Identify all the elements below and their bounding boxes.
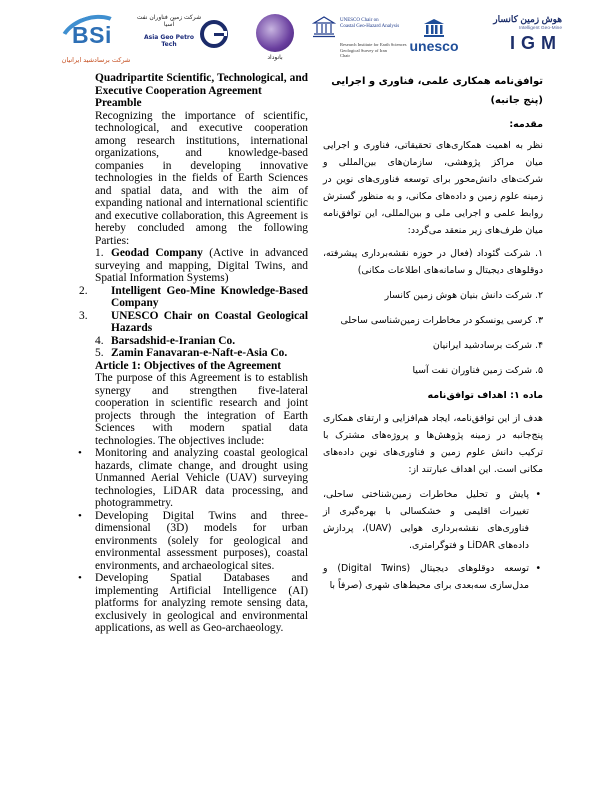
preamble-heading: Preamble	[95, 97, 142, 109]
english-column	[79, 72, 309, 635]
persian-party-item: ۴. شرکت برسادشید ایرانیان	[432, 340, 543, 351]
persian-article1-intro: هدف از این توافق‌نامه، ایجاد هم‌افزایی و ارتقای همکاری پنج‌جانبه در زمینه پژوهش‌ها و پروژه‌های مشترک با ترکیب دانش علوم زمین و فناوری‌های نوین داده‌های مکانی است. این اهداف عبارتند از:	[323, 413, 543, 475]
bano-logo-caption: بانوداد	[267, 54, 283, 61]
agp-logo-text-en: Asia Geo Petro Tech	[143, 34, 195, 48]
objective-item: • Monitoring and analyzing coastal geological hazards, climate change, and drought using Unmanned Aerial Vehicle (UAV) surveying technologies, LiDAR data processing, and photogrammetry.	[95, 447, 308, 510]
bano-emblem-icon	[256, 14, 294, 52]
bsi-logo-subtitle: شرکت برسادشید ایرانیان	[61, 56, 131, 64]
unesco-temple-icon	[422, 18, 446, 38]
preamble-text: Recognizing the importance of scientific, technological, and executive cooperation among research institutions, international organizations, and knowledge-based companies in developing innovative technologies in the fields of Earth Sciences and spatial data, and with the aim of expanding national and international scientific and executive collaboration, this Agreement is hereby concluded among the following Parties:	[95, 109, 308, 247]
unesco-logo	[406, 18, 462, 62]
unesco-wordmark: unesco	[409, 38, 459, 54]
persian-intro: نظر به اهمیت همکاری‌های تحقیقاتی، فناوری و اجرایی میان مراکز پژوهشی، سازمان‌های بین‌المللی و شرکت‌های دانش‌محور برای توسعه فناوری‌های نوین در زمینه علوم زمین و داده‌های مکانی، و به منظور گسترش روابط علمی و اجرایی ملی و بین‌المللی، این توافق‌نامه میان طرف‌های زیر منعقد می‌گردد:	[323, 140, 543, 236]
persian-objective-item: • توسعه دوقلوهای دیجیتال (Digital Twins) و مدل‌سازی سه‌بعدی برای محیط‌های شهری (صرفاً با	[323, 560, 543, 594]
persian-objective-item: • پایش و تحلیل مخاطرات زمین‌شناختی ساحلی، تغییرات اقلیمی و خشکسالی با بهره‌گیری از فناوری‌های نقشه‌برداری هوایی (UAV)، پردازش داده‌های LiDAR و فتوگرامتری.	[323, 486, 543, 554]
persian-article1-heading: ماده ۱: اهداف توافق‌نامه	[427, 390, 543, 401]
igm-logo-text-fa: هوش زمین کانسار	[493, 14, 562, 24]
bsi-logo	[54, 8, 138, 70]
persian-party-item: ۵. شرکت زمین فناوران نفت آسیا	[412, 365, 543, 376]
article1-heading: Article 1: Objectives of the Agreement	[95, 359, 282, 372]
objective-item: • Developing Digital Twins and three-dimensional (3D) models for urban environments (solely for geological and environmental assessment purposes), coastal environments, and archaeological sites.	[95, 510, 308, 573]
party-item: 2. Intelligent Geo-Mine Knowledge-Based Company	[79, 284, 308, 309]
bano-logo	[250, 14, 300, 62]
english-title: Quadripartite Scientific, Technological, and Executive Cooperation Agreement	[95, 72, 308, 97]
unesco-chair-title: UNESCO Chair on Coastal Geo-Hazard Analysis	[340, 18, 400, 29]
party-item: 4. Barsadshid-e-Iranian Co.	[95, 334, 236, 347]
party-item: 1. Geodad Company (Active in advanced surveying and mapping, Digital Twins, and Spatial Information Systems)	[95, 247, 309, 284]
persian-party-item: ۱. شرکت گئوداد (فعال در حوزه نقشه‌برداری پیشرفته، دوقلوهای دیجیتال و سامانه‌های اطلاعات مکانی)	[323, 248, 543, 276]
party-item: 5. Zamin Fanavaran-e-Naft-e-Asia Co.	[95, 347, 288, 359]
english-parties-list	[79, 247, 309, 360]
agp-logo-text-fa: شرکت زمین فناوران نفت آسیا	[136, 14, 202, 28]
bsi-logo-text: BSi	[72, 22, 112, 48]
unesco-temple-icon	[312, 16, 336, 38]
geodad-logo	[198, 18, 230, 50]
unesco-chair-logo	[312, 16, 412, 64]
unesco-chair-subtitle: Research Institute for Earth Sciences Geological Survey of Iran Chair	[340, 42, 407, 58]
persian-party-item: ۳. کرسی یونسکو در مخاطرات زمین‌شناسی ساحلی	[340, 315, 543, 326]
asia-geo-petro-tech-logo	[136, 14, 202, 52]
persian-party-item: ۲. شرکت دانش بنیان هوش زمین کانسار	[384, 290, 543, 301]
igm-logo-short: IGM	[510, 33, 562, 53]
objective-item: • Developing Spatial Databases and implementing Artificial Intelligence (AI) platforms for analyzing remote sensing data, exclusively in geological and environmental applications, as well as Geo-archaeology.	[95, 572, 308, 635]
igm-logo	[474, 14, 562, 64]
party-item: 3. UNESCO Chair on Coastal Geological Hazards	[79, 309, 308, 334]
persian-intro-heading: مقدمه:	[509, 119, 543, 130]
persian-title: توافق‌نامه همکاری علمی، فناوری و اجرایی (پنج جانبه)	[331, 76, 543, 106]
article1-intro: The purpose of this Agreement is to establish synergy and strengthen five-lateral cooperation in scientific research and joint projects through the integration of Earth Sciences with modern spatial data technologies. The objectives include:	[95, 372, 308, 447]
igm-logo-subtitle: Intelligent Geo-Mine	[519, 26, 562, 31]
geodad-g-icon	[198, 18, 230, 50]
english-objectives-list	[95, 447, 308, 635]
persian-column	[323, 72, 543, 594]
